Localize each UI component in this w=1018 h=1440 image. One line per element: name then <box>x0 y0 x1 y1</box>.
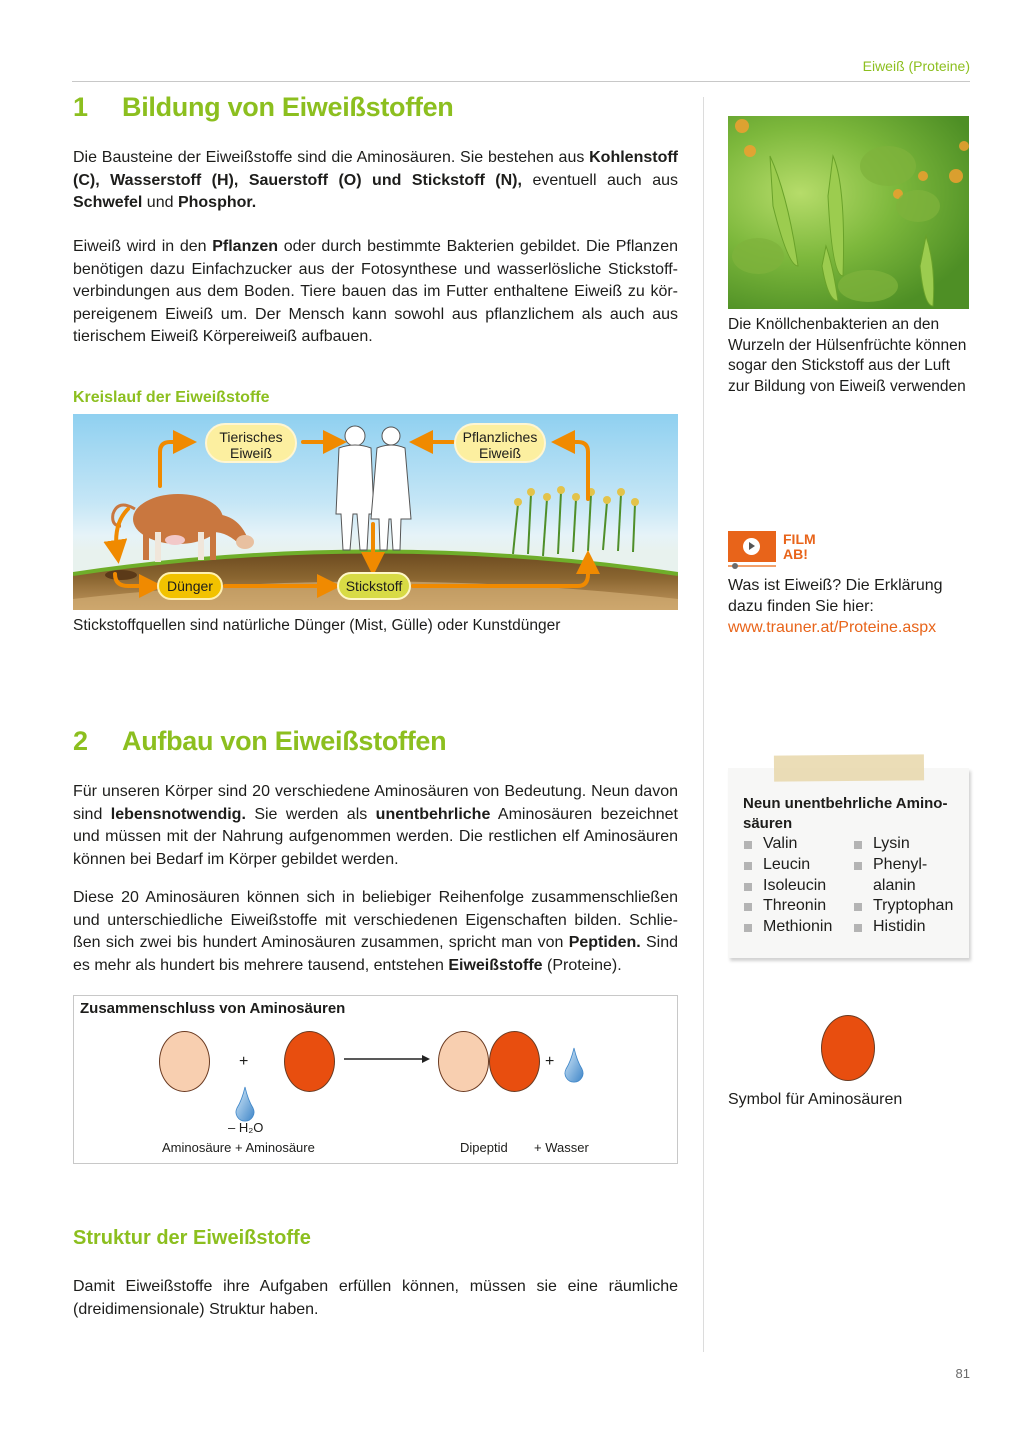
list-item: Threonin <box>743 896 853 917</box>
photo-caption: Die Knöllchenbakterien an den Wurzeln der Hülsenfrüchte können sogar den Stickstoff aus der Luft zur Bildung von Eiweiß verwenden <box>728 316 967 395</box>
list-item: Isoleucin <box>743 876 853 897</box>
amino-acid-symbol-icon <box>821 1015 875 1081</box>
film-text: Was ist Eiweiß? Die Erklärung dazu finden Sie hier: www.trauner.at/Proteine.aspx <box>728 577 943 636</box>
film-progress-dot <box>732 563 738 569</box>
section-1-para-2: Eiweiß wird in den Pflanzen oder durch bestimmte Bakterien gebildet. Die Pflanzen benötigen dazu Einfachzucker aus der Fotosynthese und wasserlösliche Stickstoffverbindungen aus dem Boden. Tiere bauen das im Futter enthaltene Eiweiß zu körpereigenem Eiweiß um. Der Mensch kann sowohl aus pflanzlichem als auch aus tierischem Eiweiß Körpereiweiß aufbauen. <box>73 238 678 345</box>
minus-water-label: – H₂O <box>228 1120 264 1135</box>
grain-plants-icon <box>513 492 635 556</box>
play-icon[interactable] <box>743 538 760 555</box>
reactants-label: Aminosäure + Aminosäure <box>162 1140 315 1155</box>
dipeptid-label: Dipeptid <box>460 1140 508 1155</box>
reaction-arrow-icon <box>344 1054 430 1064</box>
section-2-para-1: Für unseren Körper sind 20 verschiedene Aminosäuren von Bedeutung. Neun davon sind lebensnotwendig. Sie werden als unentbehrliche Aminosäuren bezeichnet und müssen mit der Nahrung aufgenommen werden. Die restlichen elf Aminosäuren können bei Bedarf im Körper gebildet werden. <box>73 783 678 868</box>
tape-decoration <box>774 754 924 781</box>
amino-list-col-1 <box>743 834 853 938</box>
node-nitrogen: Stickstoff <box>337 572 411 600</box>
node-fertilizer: Dünger <box>157 572 223 600</box>
list-item: Phenyl- <box>853 855 965 876</box>
list-item: Leucin <box>743 855 853 876</box>
film-link[interactable]: www.trauner.at/Proteine.aspx <box>728 619 937 636</box>
protein-cycle-illustration <box>73 414 678 610</box>
pea-plants-photo <box>728 116 969 309</box>
water-label: + Wasser <box>534 1140 589 1155</box>
water-drop-icon <box>563 1047 585 1085</box>
list-item: Histidin <box>853 917 965 938</box>
section-1-number: 1 <box>73 92 88 122</box>
page-number: 81 <box>955 1366 970 1381</box>
node-plant-protein: Pflanzliches Eiweiß <box>454 423 546 463</box>
list-item: alanin <box>873 876 916 894</box>
reaction-title: Zusammenschluss von Aminosäuren <box>80 1000 346 1017</box>
section-1-title: Bildung von Eiweißstoffen <box>122 92 454 122</box>
water-drop-icon <box>234 1086 256 1122</box>
cycle-heading: Kreislauf der Eiweißstoffe <box>73 389 270 406</box>
list-item: Methionin <box>743 917 853 938</box>
section-2-heading <box>73 726 446 757</box>
section-2-para-2: Diese 20 Aminosäuren können sich in beliebiger Reihenfolge zusammenschließen und unterschiedliche Eiweißstoffe mit verschiedenen Eigenschaften bilden. Schließen sich zwei bis hundert Aminosäuren zusammen, spricht man von Peptiden. Sind es mehr als hundert bis mehrere tausend, entstehen Eiweißstoffe (Proteine). <box>73 889 679 974</box>
film-label: FILM AB! <box>783 531 816 562</box>
section-1-para-1: Die Bausteine der Eiweißstoffe sind die Aminosäuren. Sie bestehen aus Kohlenstoff (C), Wasserstoff (H), Sauerstoff (O) und Stickstoff (N), eventuell auch aus Schwefel und Phosphor. <box>73 149 679 211</box>
list-item: Tryptophan <box>853 896 965 917</box>
note-title: Neun unentbehrliche Aminosäuren <box>743 795 948 832</box>
running-head: Eiweiß (Proteine) <box>862 58 970 74</box>
structure-heading: Struktur der Eiweißstoffe <box>73 1227 311 1249</box>
cow-icon <box>113 494 254 562</box>
amino-list-col-2 <box>853 834 965 938</box>
section-2-number: 2 <box>73 726 88 756</box>
header-rule <box>72 81 970 82</box>
cycle-caption: Stickstoffquellen sind natürliche Dünger (Mist, Gülle) oder Kunstdünger <box>73 617 561 634</box>
structure-text: Damit Eiweißstoffe ihre Aufgaben erfüllen können, müssen sie eine räumliche (dreidimensionale) Struktur haben. <box>73 1278 678 1318</box>
list-item: Lysin <box>853 834 965 855</box>
symbol-caption: Symbol für Aminosäuren <box>728 1091 903 1108</box>
column-divider <box>703 97 704 1352</box>
dipeptid-dark-icon <box>489 1031 540 1092</box>
section-2-title: Aufbau von Eiweißstoffen <box>122 726 447 756</box>
list-item: Valin <box>743 834 853 855</box>
pea-pods-image <box>728 116 969 309</box>
amino-acid-light-icon <box>159 1031 210 1092</box>
plus-sign: + <box>239 1053 249 1070</box>
section-1-heading <box>73 92 454 123</box>
plus-sign: + <box>545 1053 555 1070</box>
node-animal-protein: Tierisches Eiweiß <box>205 423 297 463</box>
dipeptid-light-icon <box>438 1031 489 1092</box>
amino-acid-dark-icon <box>284 1031 335 1092</box>
